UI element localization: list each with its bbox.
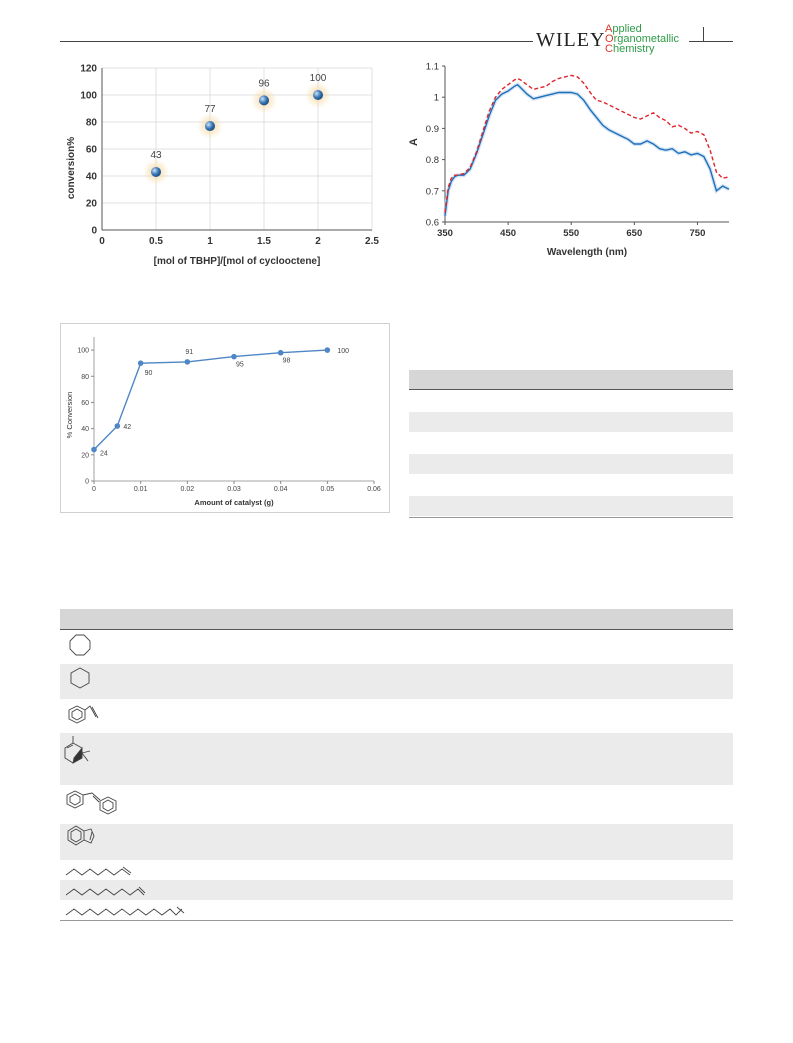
styrene-structure-icon [69,706,98,723]
data-point [259,95,269,105]
data-labels [100,348,349,457]
y-tick-label: 0.6 [425,217,439,229]
x-tick-label: 0.02 [180,486,195,493]
y-tick-label: 0 [85,478,89,486]
table-rule [409,389,733,390]
x-tick-label: 750 [689,228,706,239]
journal-line: Organometallic [605,33,679,45]
table-row [409,454,733,474]
y-tick-label: 100 [80,90,97,102]
y-tick-label: 0.8 [425,155,439,167]
y-tick-label: 60 [81,399,89,407]
spectrum-series [445,75,729,215]
header-rule [60,41,533,42]
x-tick-label: 450 [500,228,517,239]
data-point [138,360,144,366]
y-tick-label: 0.7 [425,186,439,198]
tick-labels [80,64,379,248]
cyclooctene-structure-icon [70,635,90,655]
data-point [231,354,237,360]
journal-logo [605,24,679,54]
x-tick-label: 350 [437,228,453,239]
x-tick-label: 0 [99,236,105,247]
table-header-band [60,609,733,629]
data-label: 90 [144,370,153,378]
data-point [91,447,97,453]
data-label: 95 [236,361,244,369]
trans-stilbene-structure-icon [67,791,116,814]
oxidant-ratio-chart [60,58,390,270]
table-header-band [409,370,733,389]
table-rule [409,517,733,518]
data-labels [150,73,326,161]
y-tick-label: 60 [85,144,97,156]
x-axis-label: [mol of TBHP]/[mol of cyclooctene] [153,256,321,267]
substrate-structures [60,630,200,922]
y-tick-label: 80 [85,117,97,129]
y-tick-label: 40 [81,426,89,434]
x-tick-label: 2 [315,236,321,247]
x-tick-label: 650 [626,228,643,239]
data-label: 24 [100,450,108,458]
chart-grid [102,68,372,230]
data-label: 77 [204,104,216,116]
x-axis-label: Wavelength (nm) [546,247,628,258]
y-tick-label: 0.9 [425,123,439,135]
data-point [313,90,323,100]
chart-axes [91,337,374,484]
chart-axes [442,66,729,225]
data-label: 98 [282,357,291,365]
uv-vis-spectrum-chart [405,58,735,263]
data-point [115,423,121,429]
y-axis-label: % Conversion [65,391,74,439]
table-row [409,496,733,516]
header-rule-right [689,41,733,42]
1-heptene-structure-icon [66,867,131,875]
data-point [278,350,284,356]
x-tick-label: 0.05 [320,486,335,493]
x-tick-label: 0.5 [149,236,163,247]
data-point [205,121,215,131]
data-label: 42 [123,424,132,432]
x-tick-label: 0.04 [273,486,288,493]
data-point [185,359,191,365]
data-points [143,82,331,185]
y-axis-label: conversion% [66,136,77,200]
x-tick-label: 0.03 [227,486,241,493]
tick-labels [77,348,381,493]
data-label: 100 [309,73,327,84]
x-tick-label: 2.5 [365,236,379,247]
journal-line: Applied [605,23,642,35]
series-line [94,350,327,450]
x-tick-label: 1 [207,236,213,247]
data-label: 91 [185,348,194,356]
y-tick-label: 1.1 [425,61,439,73]
table-row [409,412,733,432]
y-tick-label: 0 [91,225,97,237]
series-line [94,350,327,450]
alpha-pinene-structure-icon [65,736,90,763]
y-tick-label: 40 [85,171,97,183]
data-point [151,167,161,177]
journal-line: Chemistry [605,43,655,55]
x-tick-label: 550 [563,228,580,239]
y-tick-label: 120 [80,63,97,75]
y-tick-label: 20 [81,452,89,460]
y-tick-label: 80 [81,373,89,381]
y-tick-label: 100 [77,347,89,355]
data-label: 96 [258,78,270,90]
1-dodecene-structure-icon [66,907,184,915]
x-tick-label: 1.5 [257,236,271,247]
x-axis-label: Amount of catalyst (g) [194,498,274,507]
y-axis-label: A [408,138,420,146]
series-line [445,75,729,212]
y-tick-label: 20 [85,198,97,210]
series-line [445,85,729,216]
1-octene-structure-icon [66,887,145,895]
catalyst-amount-chart [60,323,390,513]
data-label: 100 [337,348,350,356]
cyclohexene-structure-icon [71,668,89,688]
data-point [325,347,331,353]
x-tick-label: 0.01 [133,486,148,493]
y-tick-label: 1 [433,92,439,104]
x-tick-label: 0.06 [367,486,381,493]
header-tick [703,27,704,41]
indene-structure-icon [68,826,94,845]
data-label: 43 [150,149,162,161]
publisher-logo: WILEY [536,29,606,51]
x-tick-label: 0 [92,486,96,493]
